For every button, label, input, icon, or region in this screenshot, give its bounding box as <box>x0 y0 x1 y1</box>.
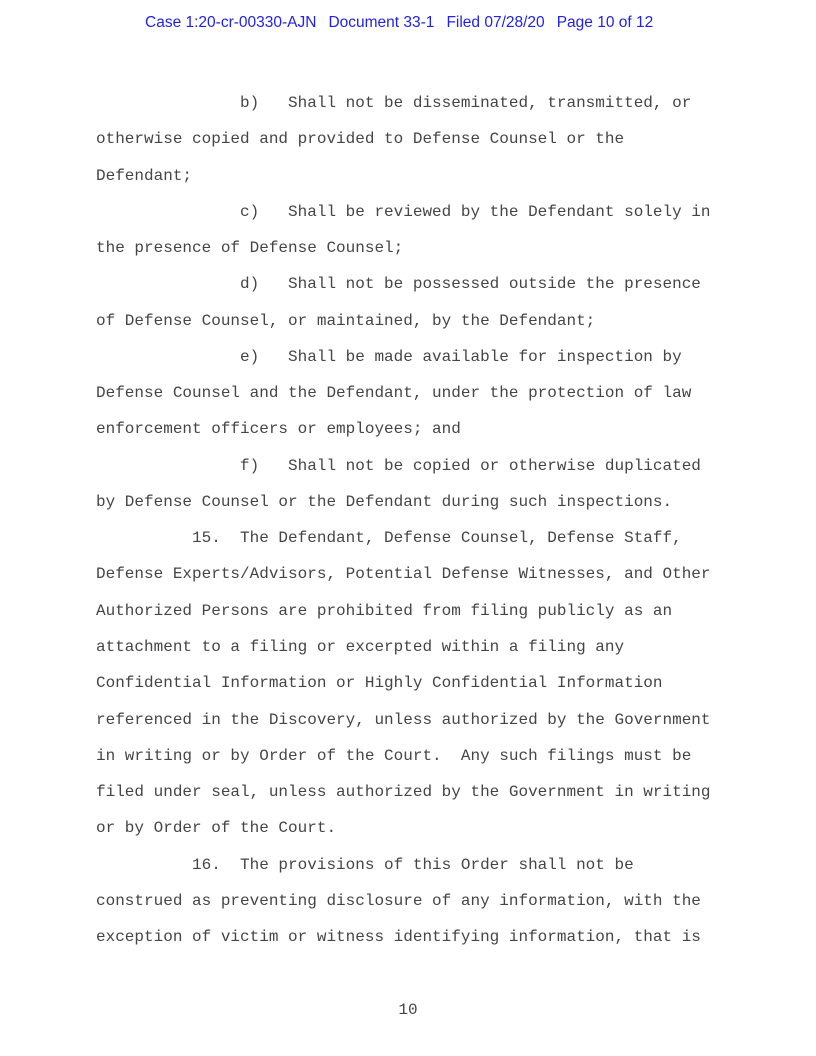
text-line: b) Shall not be disseminated, transmitted, or <box>96 94 692 112</box>
text-line: in writing or by Order of the Court. Any such filings must be <box>96 746 692 765</box>
text-line: c) Shall be reviewed by the Defendant solely in <box>96 202 711 221</box>
stamp-case-number: Case 1:20-cr-00330-AJN <box>145 14 317 31</box>
text-line: 16. The provisions of this Order shall not be <box>96 855 634 874</box>
text-line: Authorized Persons are prohibited from filing publicly as an <box>96 601 673 620</box>
text-line: or by Order of the Court. <box>96 819 337 838</box>
stamp-filed-date: Filed 07/28/20 <box>446 14 545 31</box>
text-line: Defense Counsel and the Defendant, under the protection of law <box>96 384 692 403</box>
case-stamp-header <box>145 14 653 32</box>
stamp-page-indicator: Page 10 of 12 <box>556 14 654 31</box>
text-line: d) Shall not be possessed outside the presence <box>96 275 701 294</box>
text-line: exception of victim or witness identifying information, that is <box>96 928 701 947</box>
page-number: 10 <box>398 1001 418 1019</box>
text-line: e) Shall be made available for inspection by <box>96 347 682 366</box>
text-line: Defense Experts/Advisors, Potential Defense Witnesses, and Other <box>96 565 711 584</box>
text-line: f) Shall not be copied or otherwise duplicated <box>96 456 701 475</box>
text-line: referenced in the Discovery, unless authorized by the Government <box>96 710 711 729</box>
text-line: attachment to a filing or excerpted within a filing any <box>96 637 625 656</box>
text-line: Defendant; <box>96 166 193 185</box>
document-body <box>96 85 776 955</box>
text-line: Confidential Information or Highly Confidential Information <box>96 674 663 693</box>
text-line: by Defense Counsel or the Defendant during such inspections. <box>96 492 673 511</box>
text-line: 15. The Defendant, Defense Counsel, Defense Staff, <box>96 529 682 548</box>
text-line: construed as preventing disclosure of any information, with the <box>96 891 701 910</box>
text-line: otherwise copied and provided to Defense Counsel or the <box>96 130 625 149</box>
text-line: of Defense Counsel, or maintained, by the Defendant; <box>96 311 596 330</box>
text-line: filed under seal, unless authorized by the Government in writing <box>96 783 711 802</box>
text-line: enforcement officers or employees; and <box>96 420 461 439</box>
stamp-document-number: Document 33-1 <box>328 14 435 31</box>
text-line: the presence of Defense Counsel; <box>96 239 404 258</box>
